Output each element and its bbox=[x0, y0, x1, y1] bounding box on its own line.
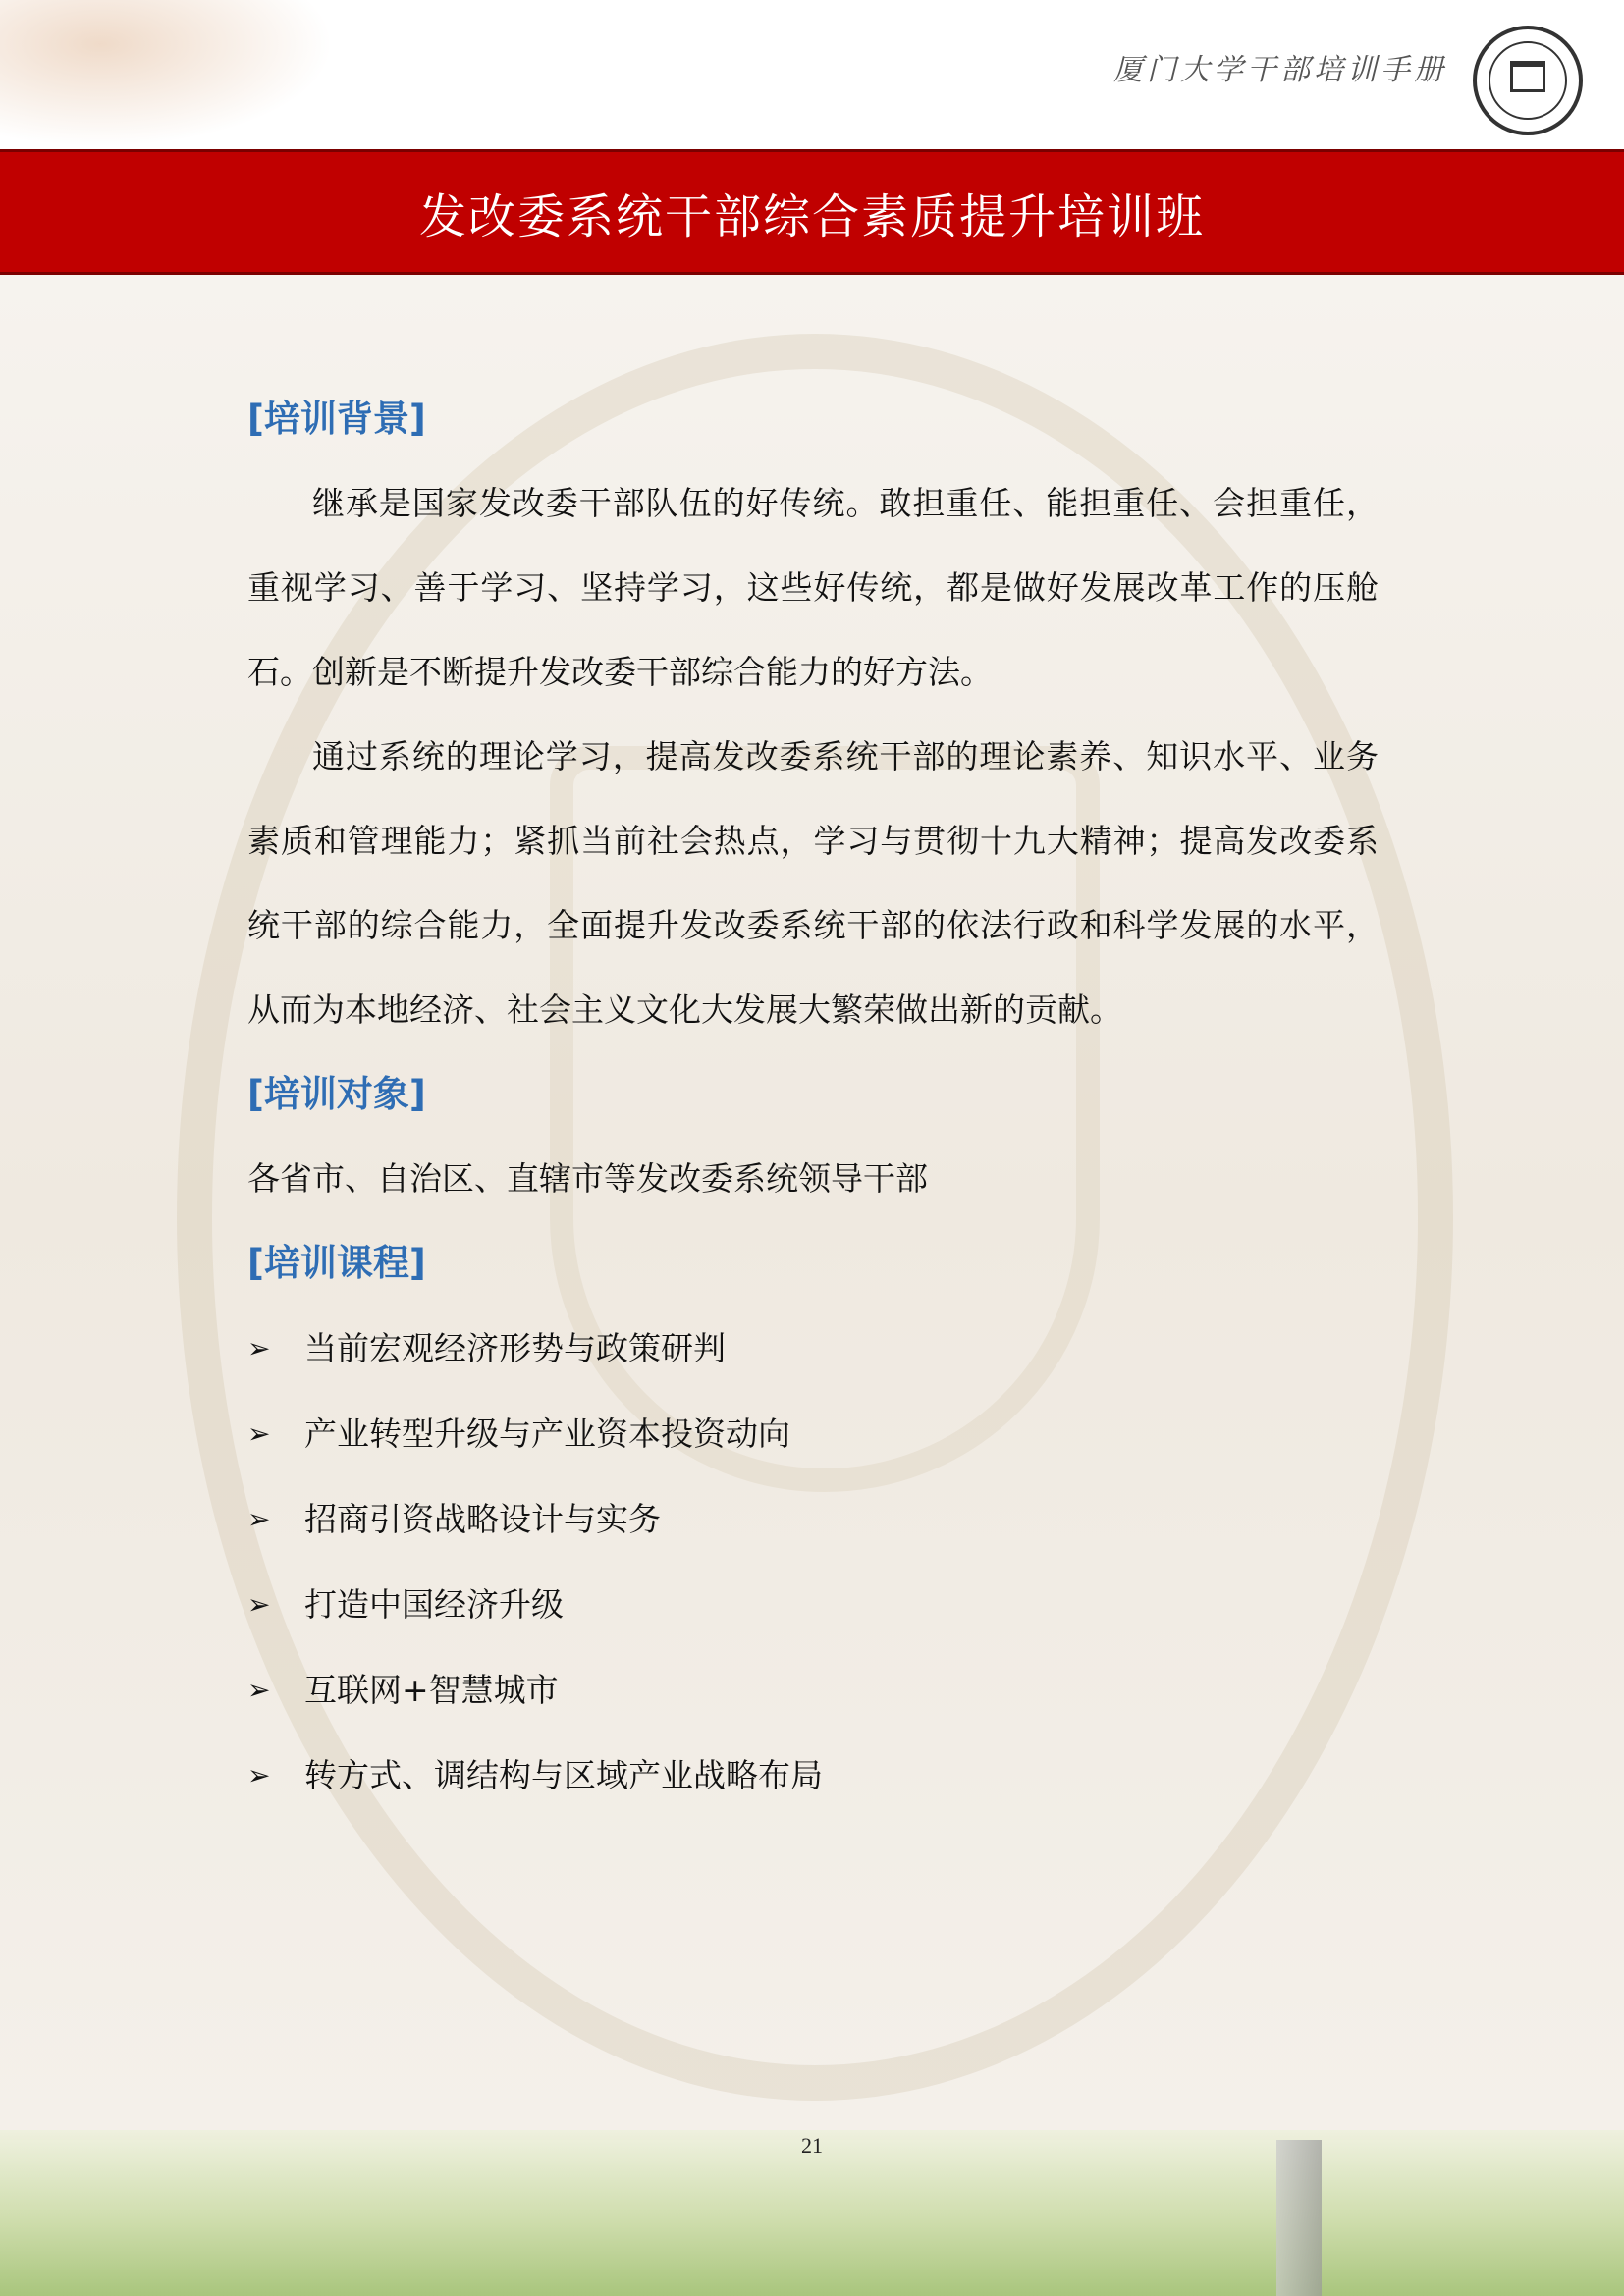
course-item-label: 当前宏观经济形势与政策研判 bbox=[304, 1328, 726, 1367]
list-item bbox=[247, 1476, 1379, 1562]
course-item-label: 转方式、调结构与区域产业战略布局 bbox=[304, 1755, 823, 1794]
arrow-bullet-icon: ➢ bbox=[247, 1673, 271, 1706]
title-bar bbox=[0, 149, 1624, 275]
course-item-label: 产业转型升级与产业资本投资动向 bbox=[304, 1414, 790, 1453]
course-item-label: 打造中国经济升级 bbox=[304, 1584, 564, 1624]
background-paragraph: 通过系统的理论学习，提高发改委系统干部的理论素养、知识水平、业务素质和管理能力；紧抓当前社会热点，学习与贯彻十九大精神；提高发改委系统干部的综合能力，全面提升发改委系统干部的依法行政和科学发展的水平，从而为本地经济、社会主义文化大发展大繁荣做出新的贡献。 bbox=[247, 737, 1379, 1029]
post-decoration bbox=[1276, 2140, 1322, 2296]
list-item bbox=[247, 1647, 1379, 1733]
course-item-label: 互联网+智慧城市 bbox=[304, 1670, 559, 1709]
arrow-bullet-icon: ➢ bbox=[247, 1331, 271, 1364]
list-item bbox=[247, 1391, 1379, 1476]
arrow-bullet-icon: ➢ bbox=[247, 1502, 271, 1535]
arrow-bullet-icon: ➢ bbox=[247, 1758, 271, 1791]
seal-gate bbox=[1510, 61, 1545, 92]
list-item bbox=[247, 1733, 1379, 1818]
section-heading-courses: [培训课程] bbox=[247, 1242, 426, 1284]
main-content bbox=[247, 377, 1379, 1818]
course-list bbox=[247, 1306, 1379, 1818]
background-paragraph: 继承是国家发改委干部队伍的好传统。敢担重任、能担重任、会担重任，重视学习、善于学习、坚持学习，这些好传统，都是做好发展改革工作的压舱石。创新是不断提升发改委干部综合能力的好方法。 bbox=[247, 484, 1379, 691]
course-item-label: 招商引资战略设计与实务 bbox=[304, 1499, 661, 1538]
page-title: 发改委系统干部综合素质提升培训班 bbox=[418, 188, 1205, 244]
list-item bbox=[247, 1562, 1379, 1647]
page-number: 21 bbox=[801, 2133, 823, 2158]
arrow-bullet-icon: ➢ bbox=[247, 1587, 271, 1621]
arrow-bullet-icon: ➢ bbox=[247, 1416, 271, 1450]
list-item bbox=[247, 1306, 1379, 1391]
section-heading-background: [培训背景] bbox=[247, 398, 426, 440]
xiamen-university-seal-icon bbox=[1473, 26, 1583, 135]
section-heading-target: [培训对象] bbox=[247, 1073, 426, 1115]
target-audience-text: 各省市、自治区、直辖市等发改委系统领导干部 bbox=[247, 1159, 928, 1198]
tree-decoration bbox=[0, 0, 334, 147]
handbook-title: 厦门大学干部培训手册 bbox=[1113, 53, 1447, 87]
